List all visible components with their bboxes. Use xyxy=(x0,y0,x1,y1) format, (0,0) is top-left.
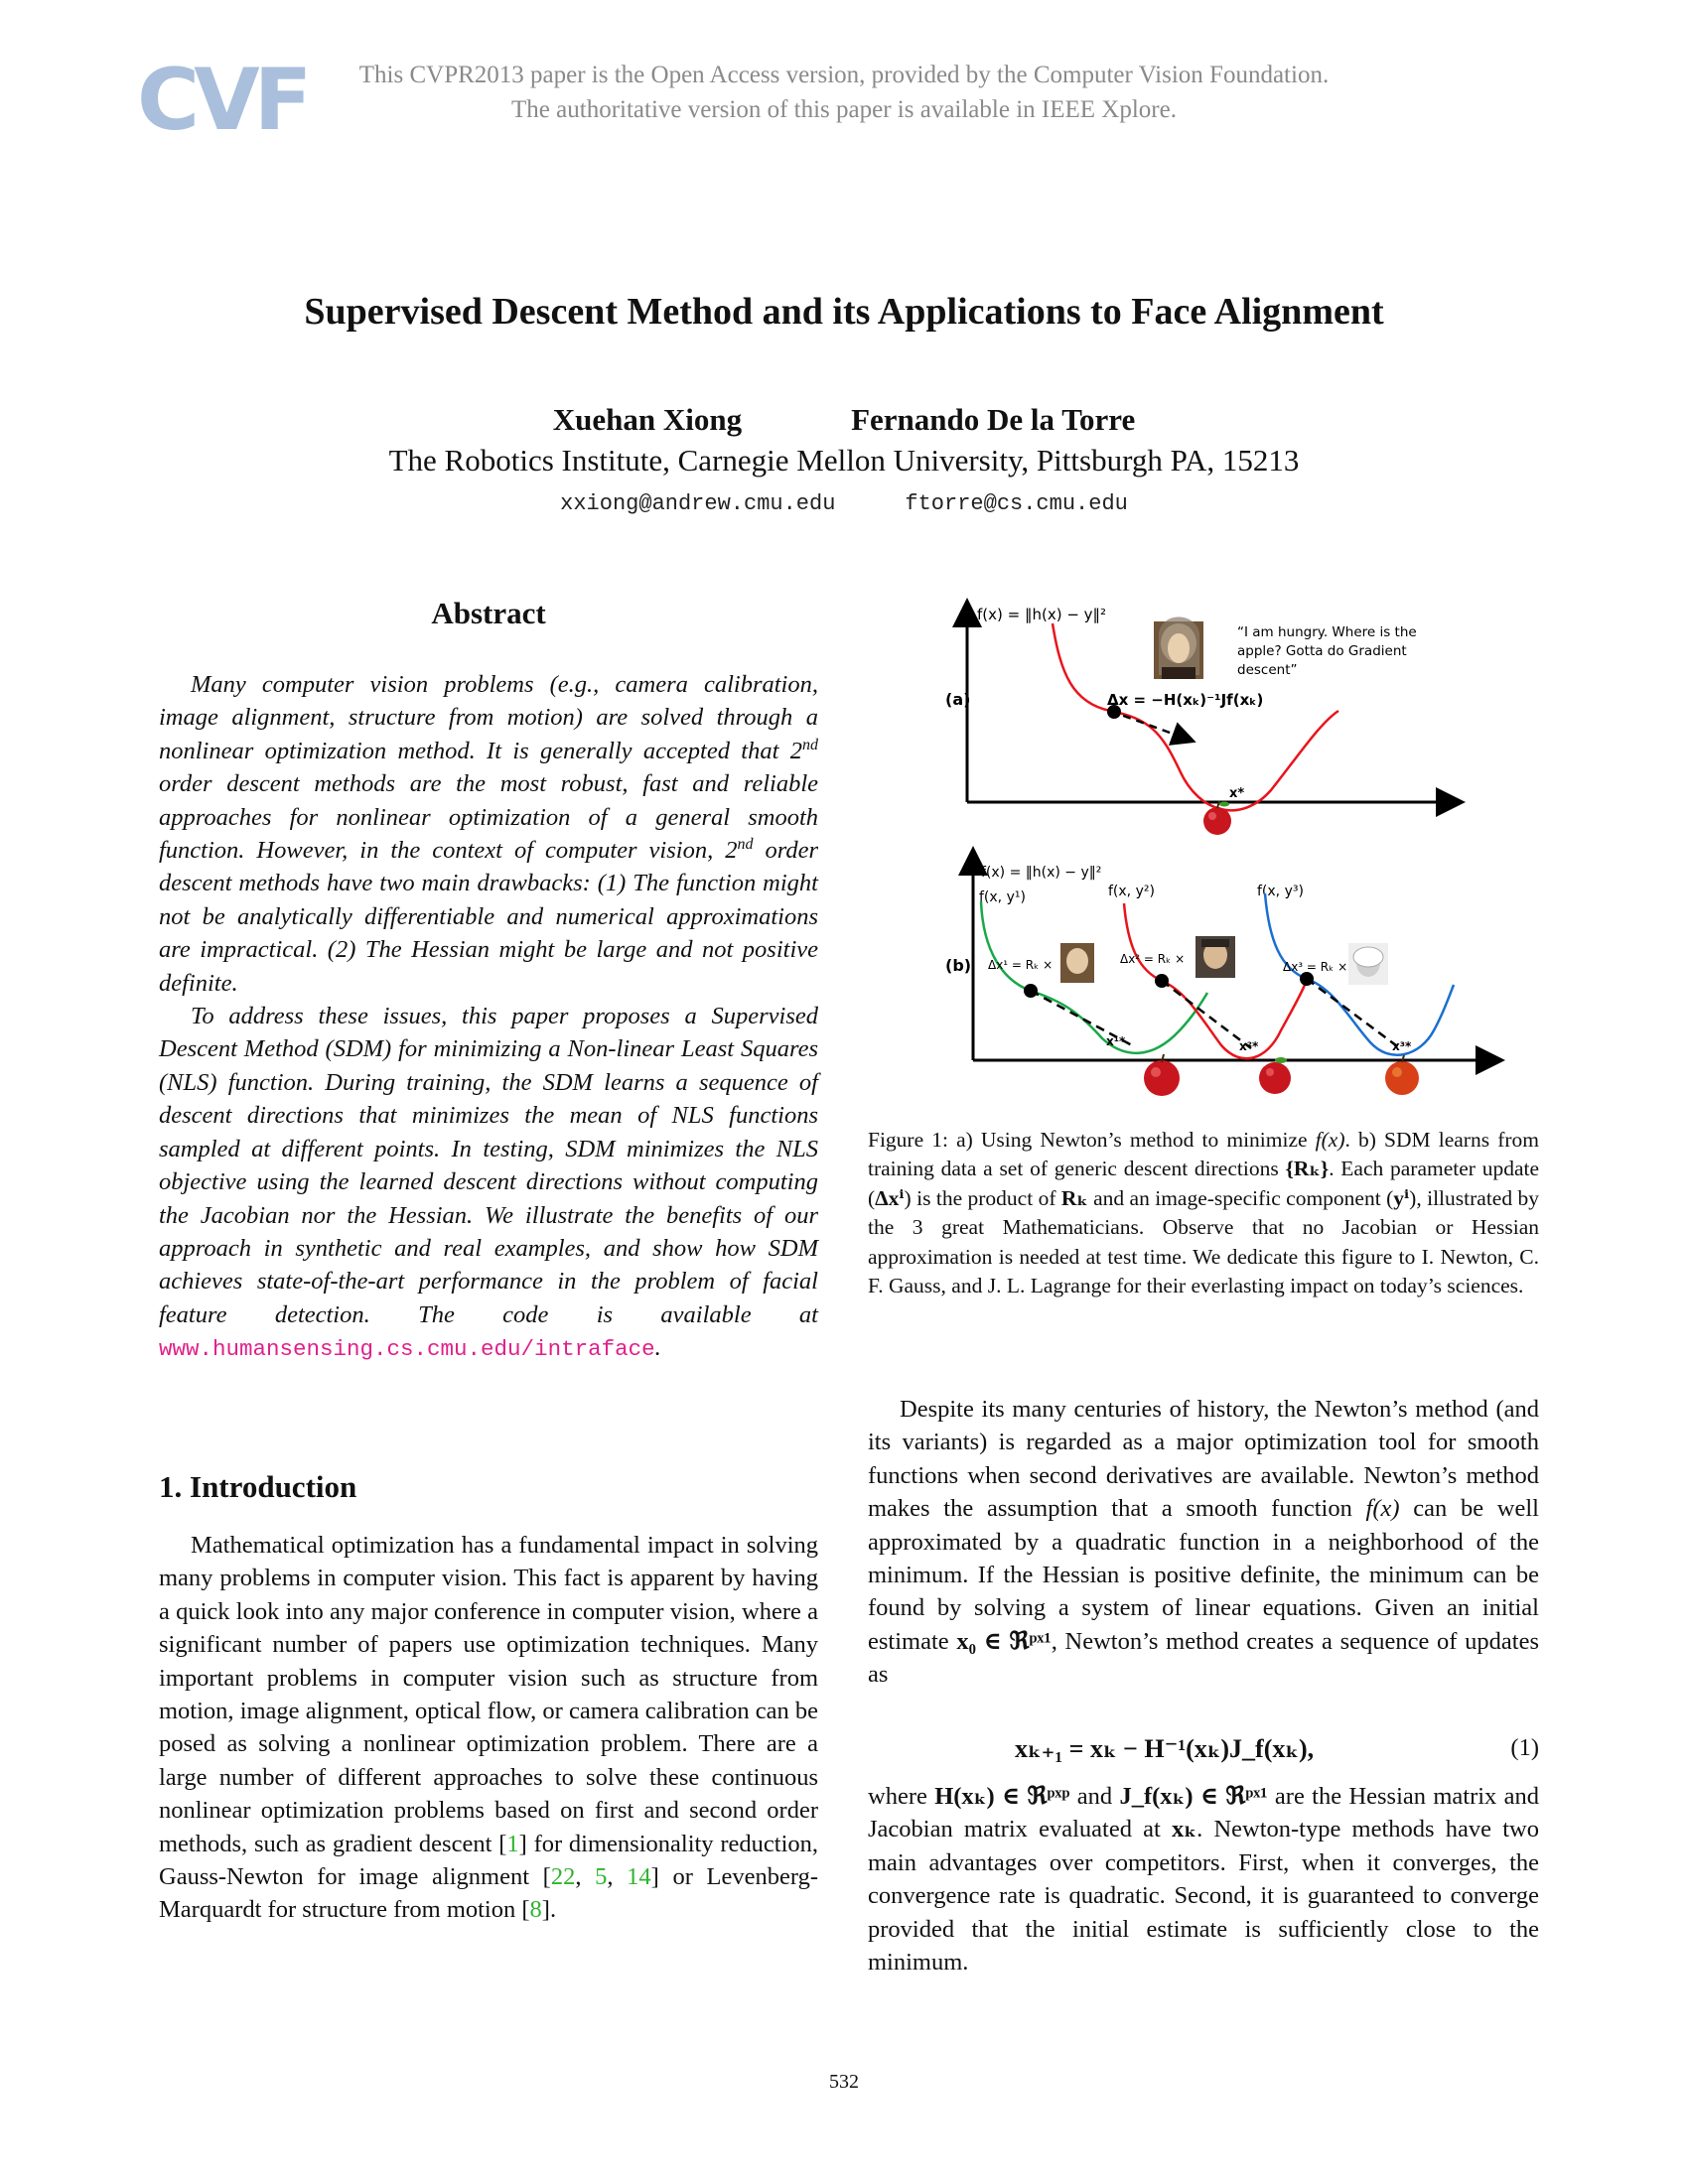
abstract-body xyxy=(159,668,818,1367)
citation-link[interactable]: 14 xyxy=(627,1863,651,1891)
page-number: 532 xyxy=(829,2071,859,2093)
panel-b-f2-label: f(x, y²) xyxy=(1108,884,1155,899)
author-1: Xuehan Xiong xyxy=(552,402,743,437)
citation-link[interactable]: 8 xyxy=(529,1896,542,1924)
open-access-banner xyxy=(288,58,1400,127)
cvf-logo-text: CVF xyxy=(137,51,307,150)
right-column-paragraph-1: Despite its many centuries of history, the Newton’s method (and its variants) is regarded as a major optimization tool for smooth functions when second derivatives are available. Newton’s method makes the assumption that a smooth function f(x) can be well approximated by a quadratic function in a neighborhood of the minimum. If the Hessian is positive definite, the minimum can be found by solving a system of linear equations. Given an initial estimate x₀ ∈ ℜᵖˣ¹, Newton’s method creates a sequence of updates as xyxy=(868,1396,1539,1689)
section-heading-introduction: 1. Introduction xyxy=(159,1469,357,1504)
equation-1 xyxy=(868,1734,1539,1774)
panel-a-function-label: f(x) = ‖h(x) − y‖² xyxy=(977,606,1107,623)
banner-line-2: The authoritative version of this paper is available in IEEE Xplore. xyxy=(511,96,1177,123)
panel-a-label: (a) xyxy=(945,690,971,709)
authors xyxy=(149,402,1539,438)
lagrange-portrait xyxy=(1348,943,1388,985)
speech-line-2: apple? Gotta do Gradient xyxy=(1237,643,1407,659)
panel-b-label: (b) xyxy=(945,956,972,975)
citation-link[interactable]: 22 xyxy=(550,1863,576,1891)
panel-b-f1-label: f(x, y¹) xyxy=(979,889,1026,905)
panel-b-function-label: f(x) = ‖h(x) − y‖² xyxy=(981,865,1102,881)
path-3-dashed xyxy=(1307,979,1400,1048)
equation-body: xₖ₊₁ = xₖ − H⁻¹(xₖ)J_f(xₖ), xyxy=(1015,1734,1315,1763)
panel-b-min-1: x¹* xyxy=(1106,1034,1126,1048)
abstract-paragraph-1: Many computer vision problems (e.g., camera calibration, image alignment, structure from motion) are solved through a nonlinear optimization method. It is generally accepted that 2nd order descent methods are the most robust, fast and reliable approaches for nonlinear optimization of a general smooth function. However, in the context of computer vision, 2nd order descent methods have two main drawbacks: (1) The function might not be analytically differentiable and numerical approximations are impractical. (2) The Hessian might be large and not positive definite. xyxy=(159,671,818,997)
speech-line-3: descent” xyxy=(1237,662,1298,678)
apple-icon xyxy=(1203,801,1231,835)
affiliation: The Robotics Institute, Carnegie Mellon University, Pittsburgh PA, 15213 xyxy=(388,443,1300,478)
abstract-heading: Abstract xyxy=(431,596,546,630)
newton-portrait xyxy=(1154,617,1203,680)
panel-a-update-label: Δx = −H(xₖ)⁻¹Jf(xₖ) xyxy=(1107,691,1264,709)
emails xyxy=(149,491,1539,516)
figure-1 xyxy=(864,594,1539,1110)
panel-b-update-2: Δx² = Rₖ × xyxy=(1120,952,1186,966)
path-2-dashed xyxy=(1162,981,1251,1048)
apple-icon xyxy=(1259,1057,1291,1094)
citation-link[interactable]: 5 xyxy=(595,1863,608,1891)
curve-red xyxy=(1124,903,1305,1058)
author-2: Fernando De la Torre xyxy=(851,402,1136,437)
panel-a-minimum-label: x* xyxy=(1229,786,1245,801)
start-point-3 xyxy=(1300,972,1314,986)
panel-b-min-3: x³* xyxy=(1392,1039,1412,1053)
intro-paragraph-1: Mathematical optimization has a fundamental impact in solving many problems in computer vision. This fact is apparent by having a quick look into any major conference in computer vision, where a significant number of papers use optimization techniques. Many important problems in computer vision such as structure from motion, image alignment, optical flow, or camera calibration can be posed as solving a nonlinear optimization problem. There are a large number of different approaches to solve these continuous nonlinear optimization problems based on first and second order methods, such as gradient descent [1] for dimensionality reduction, Gauss-Newton for image alignment [22, 5, 14] or Levenberg-Marquardt for structure from motion [8]. xyxy=(159,1532,819,1924)
panel-b-update-1: Δx¹ = Rₖ × xyxy=(988,958,1054,972)
intraface-link[interactable]: www.humansensing.cs.cmu.edu/intraface xyxy=(159,1336,655,1363)
figure-1-caption: Figure 1: a) Using Newton’s method to minimize f(x). b) SDM learns from training data a set of generic descent directions {Rₖ}. Each parameter update (Δxⁱ) is the product of Rₖ and an image-specific component (yⁱ), illustrated by the 3 great Mathematicians. Observe that no Jacobian or Hessian approximation is needed at test time. We dedicate this figure to I. Newton, C. F. Gauss, and J. L. Lagrange for their everlasting impact on today’s sciences. xyxy=(868,1128,1539,1298)
citation-link[interactable]: 1 xyxy=(506,1830,519,1857)
panel-b-update-3: Δx³ = Rₖ × xyxy=(1283,960,1348,974)
email-1[interactable]: xxiong@andrew.cmu.edu xyxy=(560,491,836,516)
email-2[interactable]: ftorre@cs.cmu.edu xyxy=(905,491,1128,516)
speech-line-1: “I am hungry. Where is the xyxy=(1237,624,1417,640)
paper-title: Supervised Descent Method and its Applications to Face Alignment xyxy=(304,291,1384,333)
cvf-logo xyxy=(137,51,307,150)
introduction-body xyxy=(159,1529,818,1927)
panel-b-f3-label: f(x, y³) xyxy=(1257,884,1304,899)
panel-b-min-2: x²* xyxy=(1239,1039,1259,1053)
right-column-paragraph-2: where H(xₖ) ∈ ℜᵖˣᵖ and J_f(xₖ) ∈ ℜᵖˣ¹ are the Hessian matrix and Jacobian matrix evaluated at xₖ. Newton-type methods have two main advantages over competitors. First, when it converges, the convergence rate is quadratic. Second, it is guaranteed to converge provided that the initial estimate is sufficiently close to the minimum. xyxy=(868,1783,1540,1977)
equation-number: (1) xyxy=(1510,1734,1539,1761)
abstract-paragraph-2: To address these issues, this paper proposes a Supervised Descent Method (SDM) for minimizing a Non-linear Least Squares (NLS) function. During training, the SDM learns a sequence of descent directions that minimizes the mean of NLS functions sampled at different points. In testing, SDM minimizes the NLS objective using the learned descent directions without computing the Jacobian nor the Hessian. We illustrate the benefits of our approach in synthetic and real examples, and show how SDM achieves state-of-the-art performance in the problem of facial feature detection. The code is available at www.humansensing.cs.cmu.edu/intraface. xyxy=(159,1003,818,1363)
banner-line-1: This CVPR2013 paper is the Open Access version, provided by the Computer Vision Foundation. xyxy=(358,62,1330,88)
panel-a-update-arrow xyxy=(1110,711,1192,741)
gauss-portrait xyxy=(1196,936,1235,978)
start-point-2 xyxy=(1155,974,1169,988)
start-point-1 xyxy=(1024,984,1038,998)
newton-small-portrait xyxy=(1060,943,1094,983)
